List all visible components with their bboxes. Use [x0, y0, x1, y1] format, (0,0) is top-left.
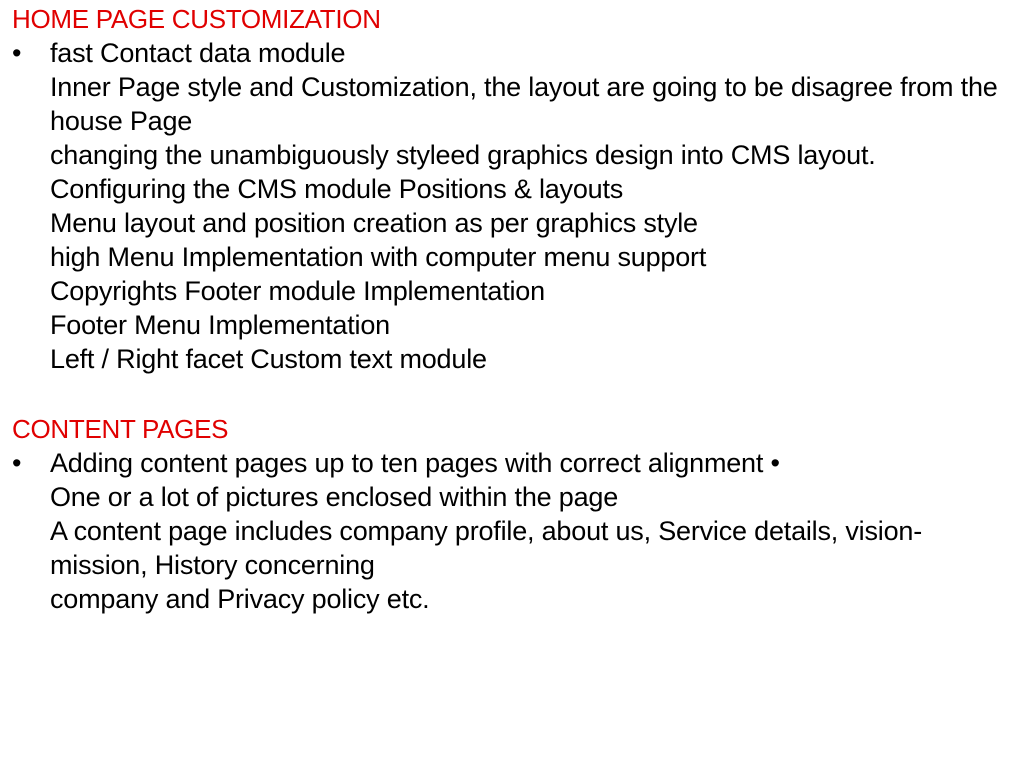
bullet-line: Inner Page style and Customization, the layout are going to be disagree from the house Page: [50, 72, 998, 136]
bullet-line: Footer Menu Implementation: [50, 310, 390, 340]
bullet-line: Copyrights Footer module Implementation: [50, 276, 545, 306]
bullet-item: [12, 446, 1012, 616]
slide: [12, 0, 1012, 616]
section-heading: HOME PAGE CUSTOMIZATION: [12, 4, 381, 34]
bullet-line: fast Contact data module: [50, 38, 346, 68]
bullet-line: changing the unambiguously styleed graphics design into CMS layout.: [50, 140, 876, 170]
bullet-icon: •: [12, 448, 22, 478]
bullet-icon: •: [12, 38, 22, 68]
section-heading: CONTENT PAGES: [12, 414, 229, 444]
bullet-line: Adding content pages up to ten pages with correct alignment •: [50, 448, 780, 478]
section-content-pages: [12, 412, 1012, 616]
section-home-page-customization: [12, 2, 1012, 376]
bullet-line: Left / Right facet Custom text module: [50, 344, 487, 374]
bullet-line: company and Privacy policy etc.: [50, 584, 430, 614]
bullet-line: high Menu Implementation with computer menu support: [50, 242, 707, 272]
bullet-line: One or a lot of pictures enclosed within the page: [50, 482, 619, 512]
bullet-line: A content page includes company profile, about us, Service details, vision-mission, History concerning: [50, 516, 923, 580]
bullet-line: Menu layout and position creation as per graphics style: [50, 208, 698, 238]
bullet-item: [12, 36, 1012, 376]
bullet-line: Configuring the CMS module Positions & layouts: [50, 174, 624, 204]
